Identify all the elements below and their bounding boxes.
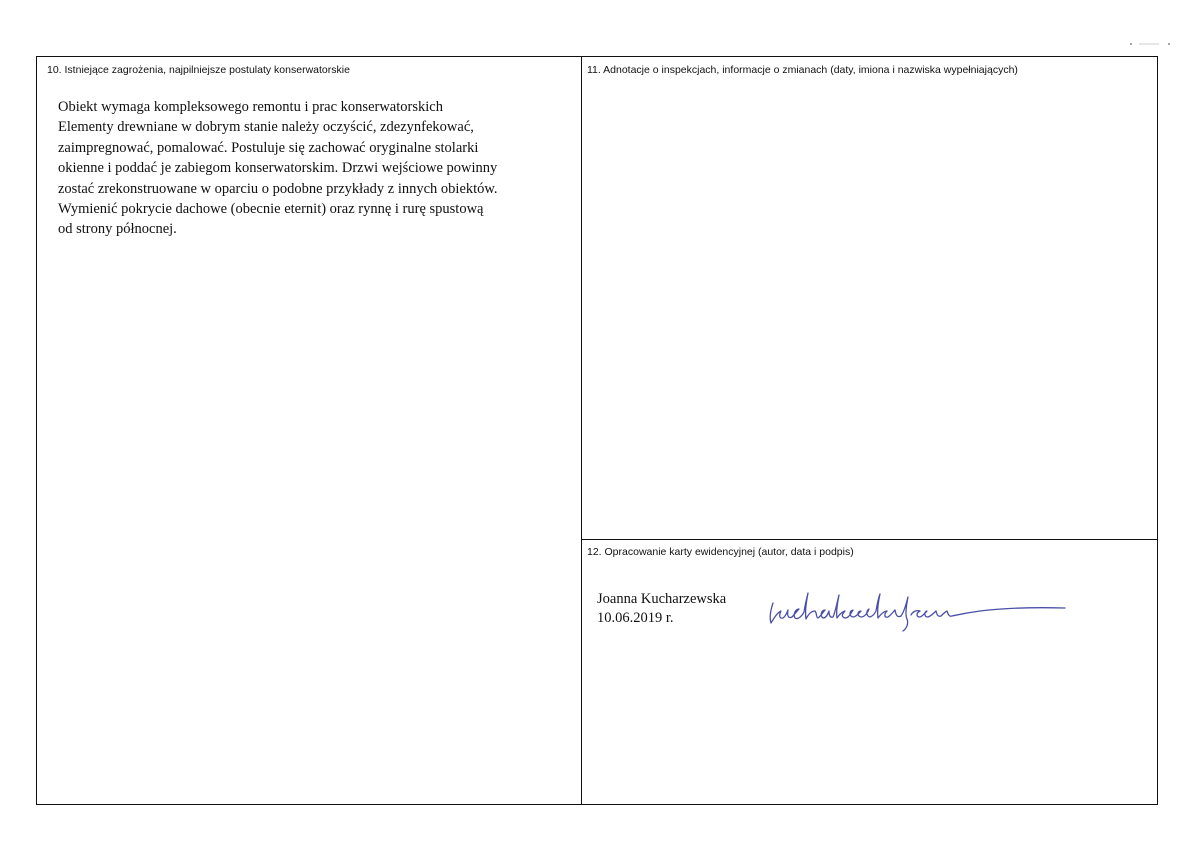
section-10-label: 10. Istniejące zagrożenia, najpilniejsze postulaty konserwatorskie (47, 64, 350, 76)
section-10-line: zaimpregnować, pomalować. Postuluje się zachować oryginalne stolarki (58, 139, 479, 156)
column-divider (581, 57, 582, 804)
section-12-label: 12. Opracowanie karty ewidencyjnej (autor, data i podpis) (587, 546, 854, 558)
section-10-text (58, 97, 568, 240)
section-10-line: Elementy drewniane w dobrym stanie należy oczyścić, zdezynfekować, (58, 119, 474, 136)
section-10-line: Obiekt wymaga kompleksowego remontu i prac konserwatorskich (58, 99, 443, 115)
section-10-line: zostać zrekonstruowane w oparciu o podobne przykłady z innych obiektów. (58, 180, 498, 197)
author-name: Joanna Kucharzewska (597, 591, 727, 607)
card-frame (36, 56, 1158, 805)
row-divider (581, 539, 1157, 540)
scan-edge-mark (1125, 42, 1175, 46)
section-10-line: okienne i poddać je zabiegom konserwatorskim. Drzwi wejściowe powinny (58, 160, 498, 177)
author-date: 10.06.2019 r. (597, 610, 674, 626)
section-10-line: Wymienić pokrycie dachowe (obecnie eternit) oraz rynnę i rurę spustową (58, 201, 484, 218)
section-11-label: 11. Adnotacje o inspekcjach, informacje o zmianach (daty, imiona i nazwiska wypełniających) (587, 64, 1018, 76)
author-block (597, 590, 726, 628)
handwritten-signature (765, 585, 1075, 633)
section-10-line: od strony północnej. (58, 221, 177, 238)
